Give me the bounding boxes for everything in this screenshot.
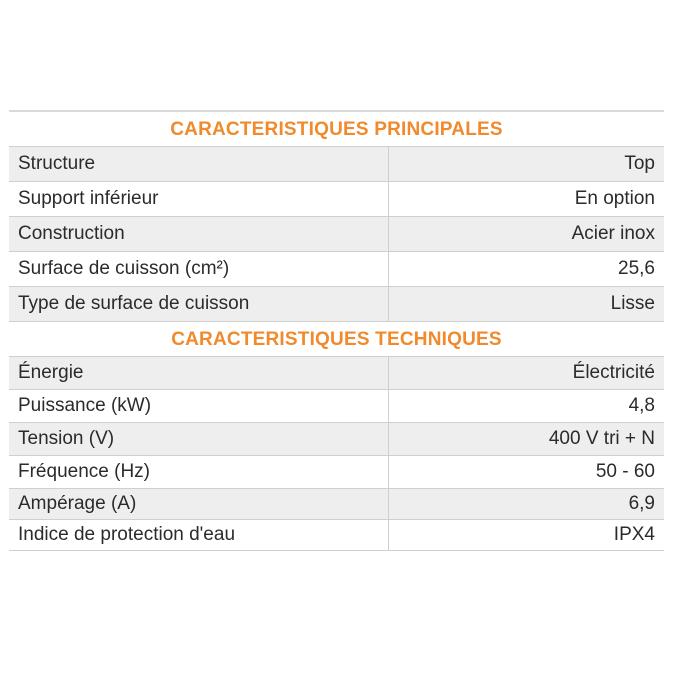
row-value: 6,9: [389, 489, 665, 520]
table-row: [9, 357, 664, 390]
table-row: [9, 217, 664, 252]
row-label: Énergie: [9, 357, 389, 390]
row-label: Surface de cuisson (cm²): [18, 258, 230, 279]
row-value: Lisse: [389, 287, 665, 322]
table-row: [9, 489, 664, 520]
row-value: 50 - 60: [389, 456, 665, 489]
table-row: [9, 287, 664, 322]
section-title-technical: CARACTERISTIQUES TECHNIQUES: [171, 329, 502, 350]
row-value: IPX4: [389, 520, 665, 551]
row-label: Indice de protection d'eau: [18, 524, 236, 545]
row-value: 25,6: [389, 252, 665, 287]
row-label: Support inférieur: [18, 188, 159, 209]
row-label: Puissance (kW): [18, 395, 152, 416]
row-label: Type de surface de cuisson: [9, 287, 389, 322]
row-label: Construction: [9, 217, 389, 252]
table-row: [9, 456, 664, 489]
row-value: Acier inox: [389, 217, 665, 252]
row-value: En option: [389, 182, 665, 217]
row-label: Tension (V): [9, 423, 389, 456]
table-row: [9, 390, 664, 423]
table-row: [9, 520, 664, 551]
row-value: 4,8: [389, 390, 665, 423]
row-label: Fréquence (Hz): [18, 461, 150, 482]
table-row: [9, 147, 664, 182]
table-row: [9, 423, 664, 456]
specifications-panel: [9, 110, 664, 551]
table-row: [9, 252, 664, 287]
row-label: Structure: [9, 147, 389, 182]
row-value: 400 V tri + N: [389, 423, 665, 456]
row-value: Électricité: [389, 357, 665, 390]
row-label: Ampérage (A): [9, 489, 389, 520]
technical-characteristics-table: [9, 356, 664, 551]
section-title-main: CARACTERISTIQUES PRINCIPALES: [170, 119, 503, 140]
main-characteristics-table: [9, 146, 664, 322]
table-row: [9, 182, 664, 217]
row-value: Top: [389, 147, 665, 182]
